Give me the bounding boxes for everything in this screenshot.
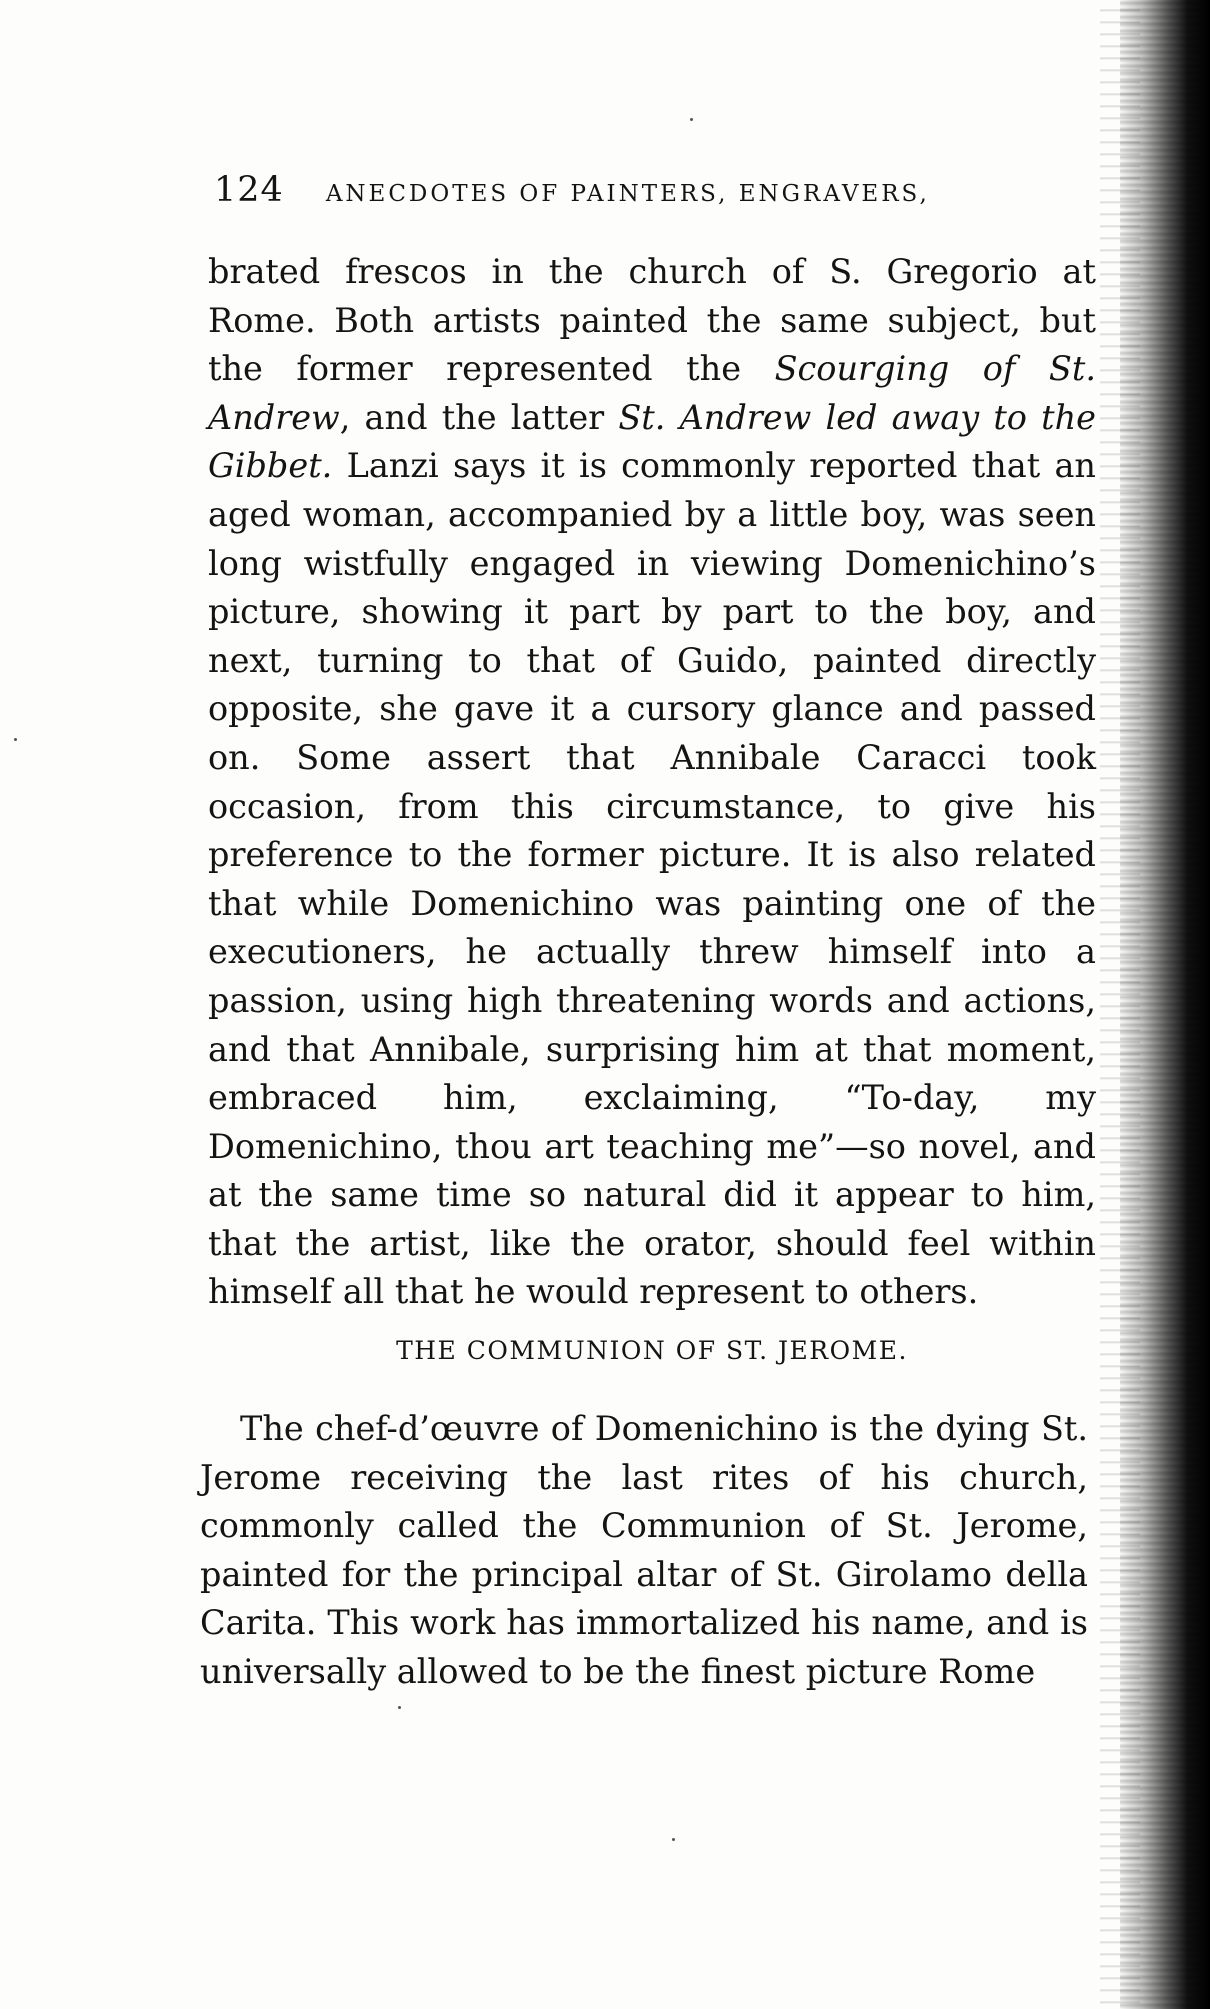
section-heading: THE COMMUNION OF ST. JEROME.	[396, 1336, 908, 1365]
paragraph-text: brated frescos in the church of S. Gregorio at Rome. Both artists painted the same subject, but the former represented the	[208, 252, 1096, 389]
italic-title-gibbet: St. Andrew led away to the Gibbet.	[208, 397, 1096, 486]
paragraph-text: Lanzi says it is commonly reported that an aged woman, accompanied by a little boy, was seen long wistfully engaged in viewing Domenichino’s picture, showing it part by part to the boy, and next, turning to that of Guido, painted directly opposite, she gave it a cursory glance and passed on. Some assert that Annibale Caracci took occasion, from this circumstance, to give his preference to the former picture. It is also related that while Domenichino was painting one of the executioners, he actually threw himself into a passion, using high threatening words and actions, and that Annibale, surprising him at that moment, embraced him, exclaiming, “To-day, my Domenichino, thou art teaching me”—so novel, and at the same time so natural did it appear to him, that the artist, like the orator, should feel within himself all that he would represent to others.	[208, 446, 1096, 1312]
page-edge-shadow	[1120, 0, 1210, 2009]
italic-title-scourging: Scourging of St. Andrew	[208, 349, 1096, 437]
page-header	[214, 170, 1094, 220]
paragraph-frescos	[208, 248, 1096, 1317]
paragraph-text: , and the latter	[339, 397, 619, 437]
paragraph-communion	[200, 1405, 1088, 1697]
page-number: 124	[214, 170, 284, 210]
paragraph-text: The chef-d’œuvre of Domenichino is the dying St. Jerome receiving the last rites of his church, commonly called the Communion of St. Jerome, painted for the principal altar of St. Girolamo della Carita. This work has immortalized his name, and is universally allowed to be the finest picture Rome	[200, 1409, 1088, 1691]
paragraph-body	[208, 248, 1096, 1317]
running-head: ANECDOTES OF PAINTERS, ENGRAVERS,	[325, 181, 930, 207]
scan-speck	[14, 738, 17, 741]
scan-speck	[690, 118, 693, 121]
scan-speck	[672, 1838, 675, 1841]
scan-speck	[398, 1706, 401, 1709]
